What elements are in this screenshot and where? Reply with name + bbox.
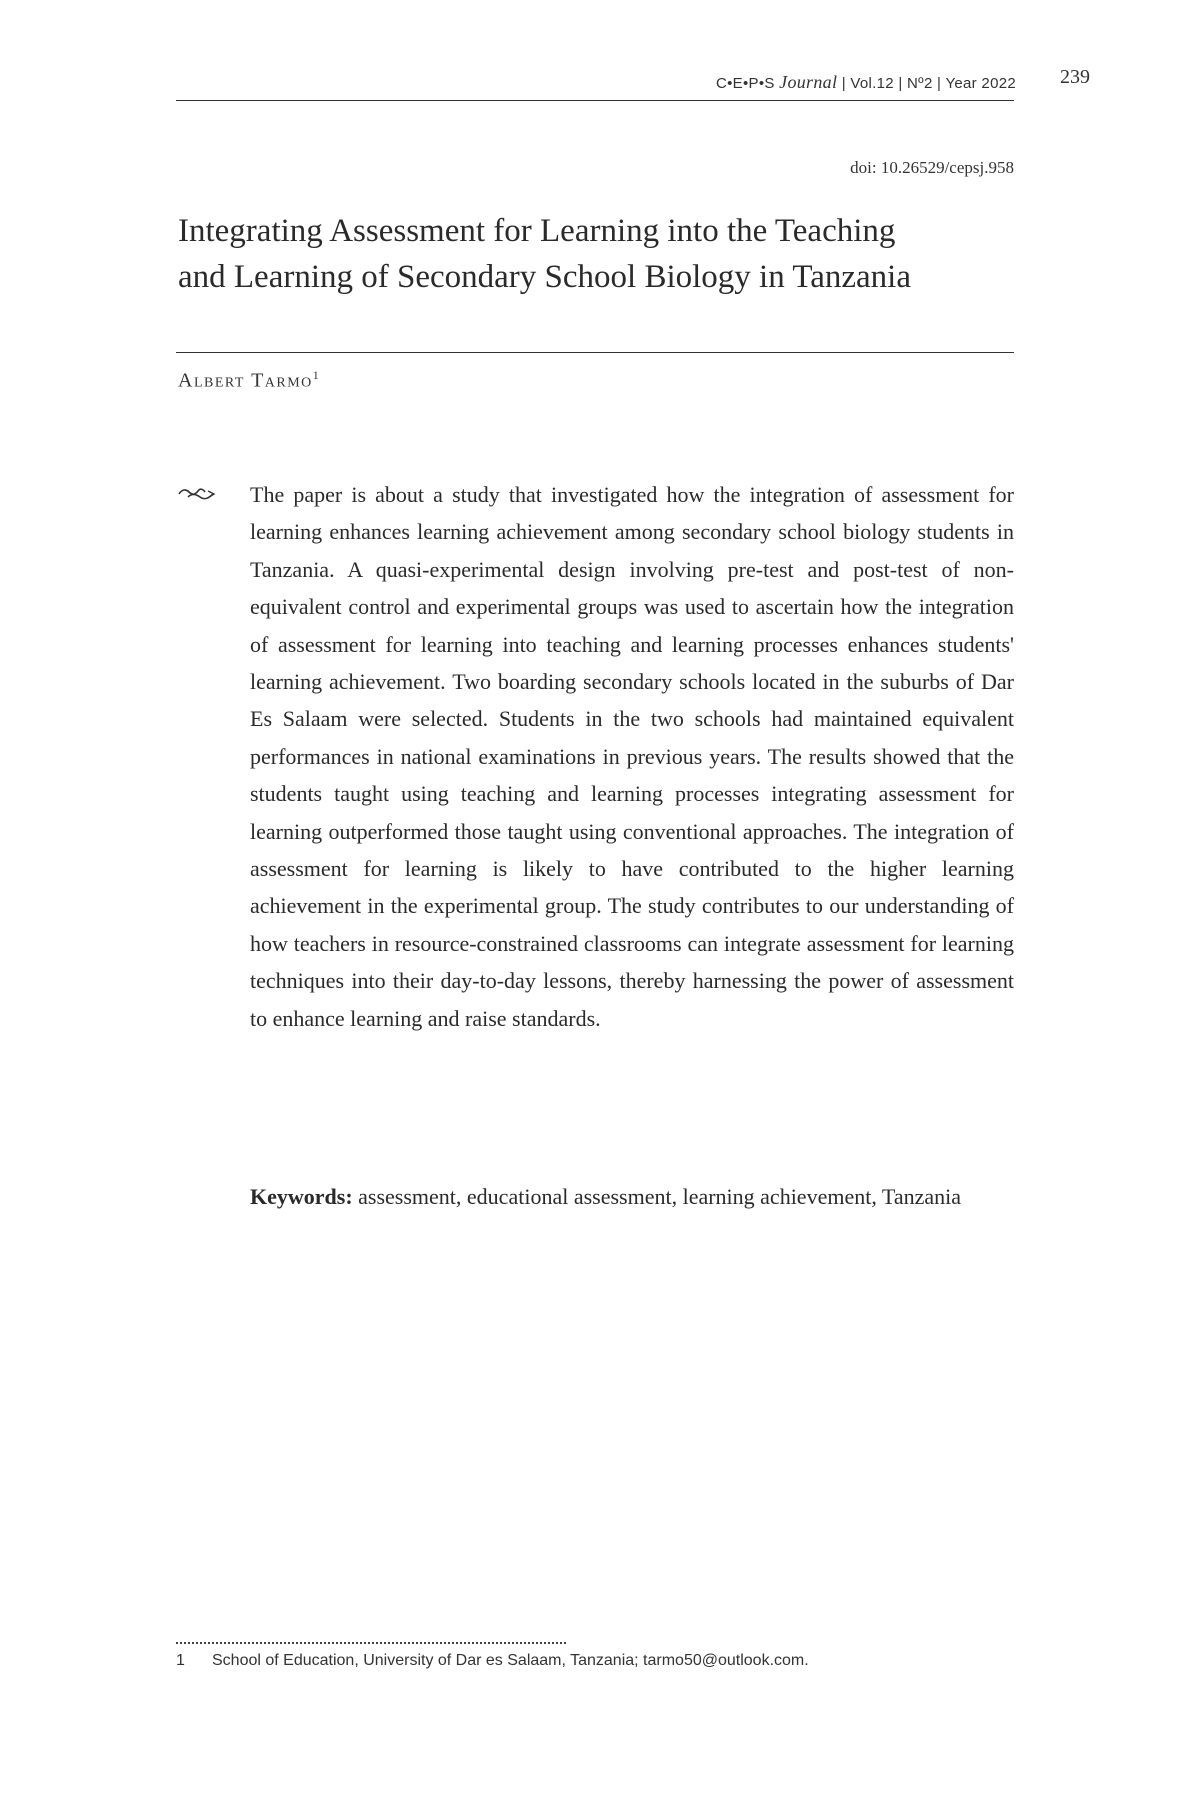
author-line [178,368,319,393]
keywords-text: assessment, educational assessment, learning achievement, Tanzania [358,1184,961,1209]
keywords-label: Keywords: [250,1184,353,1209]
title-line-1: Integrating Assessment for Learning into the Teaching [178,213,896,249]
author-footnote-mark: 1 [312,368,319,382]
author-name: Albert Tarmo [178,369,313,392]
footnote-divider [176,1642,566,1644]
header-divider [176,100,1014,101]
page-number: 239 [1060,66,1090,88]
footnote [176,1652,1016,1670]
keywords [250,1178,1014,1216]
abstract-text: The paper is about a study that investigated how the integration of assessment for learning enhances learning achievement among secondary school biology students in Tanzania. A quasi-experimental design involving pre-test and post-test of non-equivalent control and experimental groups was used to ascertain how the integration of assessment for learning into teaching and learning processes enhances students' learning achievement. Two boarding secondary schools located in the suburbs of Dar Es Salaam were selected. Students in the two schools had maintained equivalent performances in national examinations in previous years. The results showed that the students taught using teaching and learning processes integrating assessment for learning outperformed those taught using conventional approaches. The integration of assessment for learning is likely to have contributed to the higher learning achievement in the experimental group. The study contributes to our understanding of how teachers in resource-constrained classrooms can integrate assessment for learning techniques into their day-to-day lessons, thereby harnessing the power of assessment to enhance learning and raise standards. [250,482,1014,1031]
doi-text: doi: 10.26529/cepsj.958 [850,158,1014,177]
journal-name: Journal [779,72,838,92]
title-line-2: and Learning of Secondary School Biology in Tanzania [178,259,911,295]
journal-issue-info: | Vol.12 | Nº2 | Year 2022 [841,75,1016,92]
title-divider [176,352,1014,353]
footnote-text: School of Education, University of Dar es Salaam, Tanzania; tarmo50@outlook.com. [212,1652,809,1669]
running-header [176,66,1176,96]
paper-title [178,208,1018,300]
journal-prefix: C•E•P•S [715,75,775,92]
journal-header [716,72,1016,93]
abstract-flourish-icon [178,482,216,504]
footnote-number: 1 [176,1652,185,1669]
